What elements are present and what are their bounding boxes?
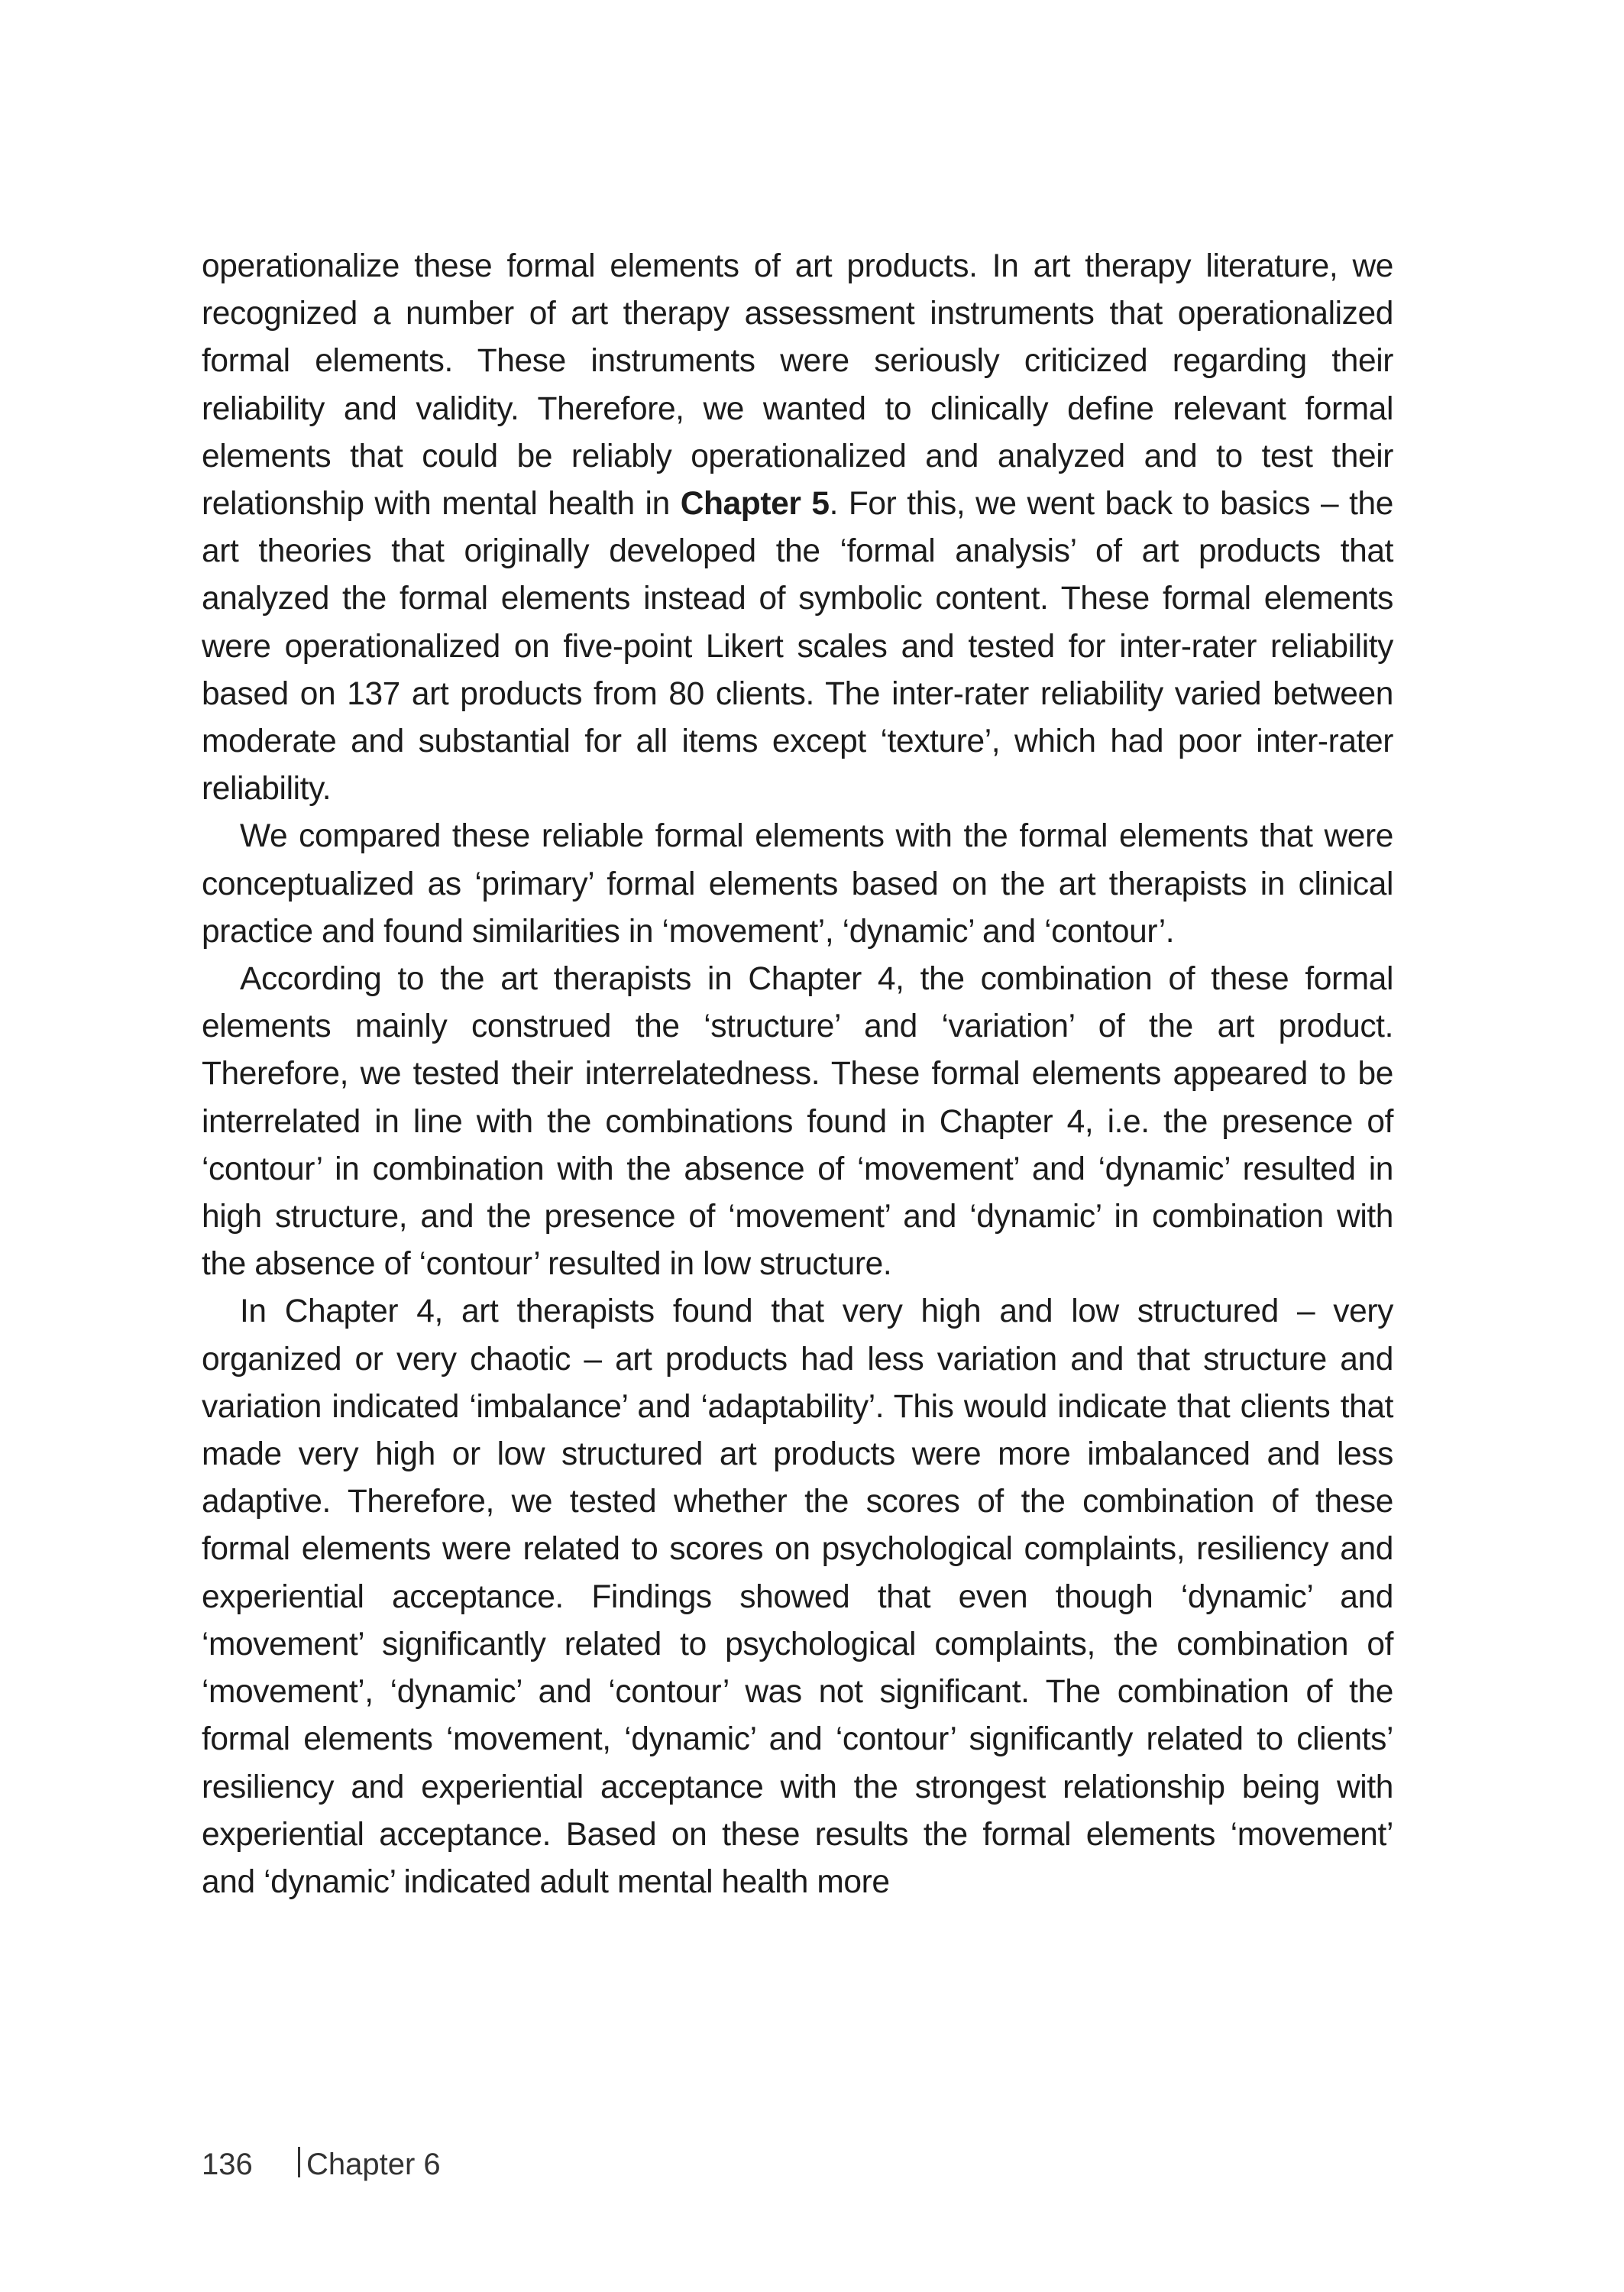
page-number: 136 (202, 2148, 253, 2181)
paragraph-text: We compared these reliable formal elements with the formal elements that were conceptualized as ‘primary’ formal elements based on the art therapists in clinical practice and found similarities in ‘movement’, ‘dynamic’ and ‘contour’. (202, 818, 1393, 950)
paragraph-text: . For this, we went back to basics – the art theories that originally developed the ‘formal analysis’ of art products that analyzed the formal elements instead of symbolic content. These formal elements were operationalized on five-point Likert scales and tested for inter-rater reliability based on 137 art products from 80 clients. The inter-rater reliability varied between moderate and substantial for all items except ‘texture’, which had poor inter-rater reliability. (202, 486, 1393, 808)
page-footer (202, 2144, 441, 2182)
paragraph (202, 1288, 1393, 1906)
paragraph-text: In Chapter 4, art therapists found that very high and low structured – very organized or very chaotic – art products had less variation and that structure and variation indicated ‘imbalance’ and ‘adaptability’. This would indicate that clients that made very high or low structured art products were more imbalanced and less adaptive. Therefore, we tested whether the scores of the combination of these formal elements were related to scores on psychological complaints, resiliency and experiential acceptance. Findings showed that even though ‘dynamic’ and ‘movement’ significantly related to psychological complaints, the combination of ‘movement’, ‘dynamic’ and ‘contour’ was not significant. The combination of the formal elements ‘movement, ‘dynamic’ and ‘contour’ significantly related to clients’ resiliency and experiential acceptance with the strongest relationship being with experiential acceptance. Based on these results the formal elements ‘movement’ and ‘dynamic’ indicated adult mental health more (202, 1293, 1393, 1900)
running-title: Chapter 6 (306, 2148, 441, 2181)
paragraph (202, 813, 1393, 956)
paragraph (202, 956, 1393, 1288)
paragraph-text: operationalize these formal elements of art products. In art therapy literature, we recognized a number of art therapy assessment instruments that operationalized formal elements. These instruments were seriously criticized regarding their reliability and validity. Therefore, we wanted to clinically define relevant formal elements that could be reliably operationalized and analyzed and to test their relationship with mental health in (202, 248, 1393, 523)
paragraph (202, 243, 1393, 813)
body-text (202, 243, 1393, 1906)
footer-separator (298, 2147, 300, 2177)
chapter-reference: Chapter 5 (680, 486, 830, 523)
paragraph-text: According to the art therapists in Chapter 4, the combination of these formal elements mainly construed the ‘structure’ and ‘variation’ of the art product. Therefore, we tested their interrelatedness. These formal elements appeared to be interrelated in line with the combinations found in Chapter 4, i.e. the presence of ‘contour’ in combination with the absence of ‘movement’ and ‘dynamic’ resulted in high structure, and the presence of ‘movement’ and ‘dynamic’ in combination with the absence of ‘contour’ resulted in low structure. (202, 961, 1393, 1283)
